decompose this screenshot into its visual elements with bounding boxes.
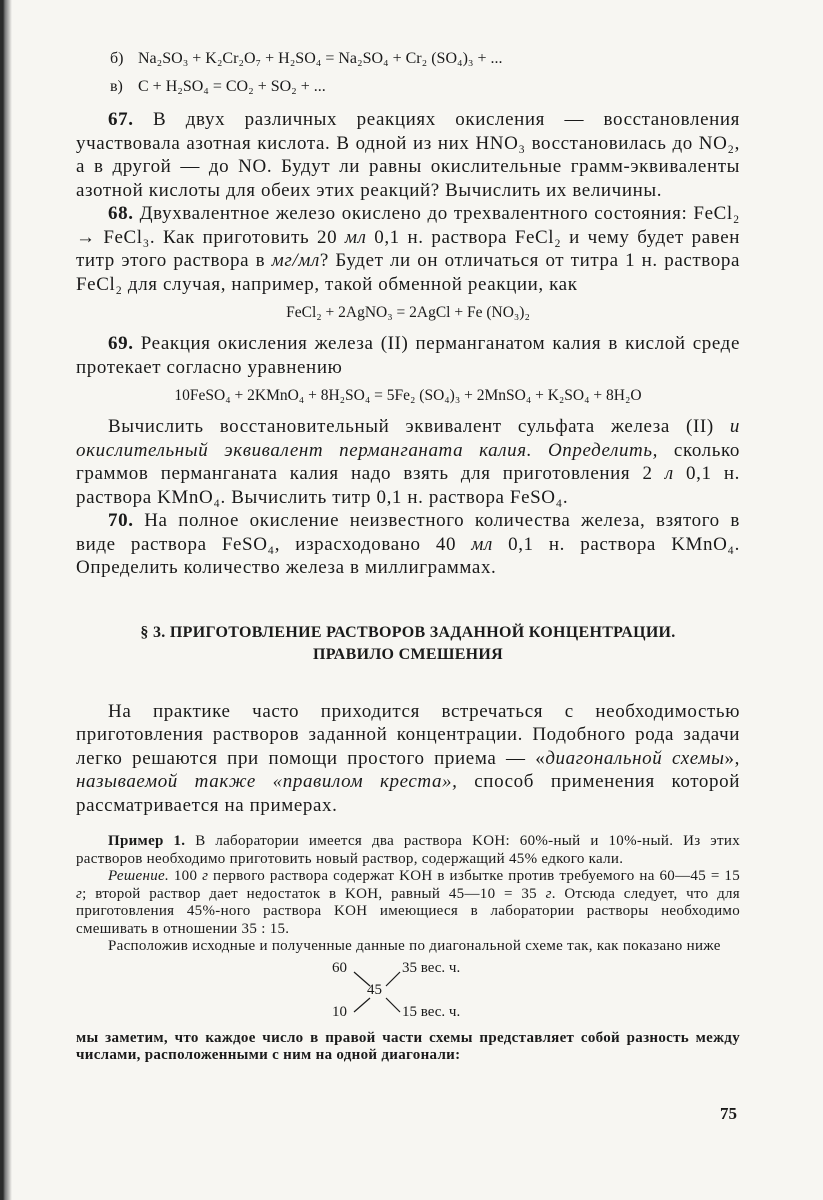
unit: мг/мл <box>271 250 320 271</box>
problem-text-italic: и окислительный эквивалент перманганата калия. Определить, <box>76 416 740 461</box>
problem-text: Реакция окисления железа (II) перманганатом калия в кислой среде протекает согласно уравнению <box>76 333 740 378</box>
problem-text: На полное окисление неизвестного количества железа, взятого в виде раствора FeSO₄, израсходовано 40 <box>76 510 740 555</box>
diagram-bottom-right: 15 вес. ч. <box>402 1003 461 1020</box>
solution-text: 100 <box>169 868 203 884</box>
example-1-conclusion: мы заметим, что каждое число в правой части схемы представляет собой разность между числами, расположенными с ним на одной диагонали: <box>76 1029 740 1063</box>
intro-text-italic: диагональной схемы <box>545 747 725 769</box>
unit: л <box>664 463 674 484</box>
page-number: 75 <box>720 1104 737 1123</box>
section-heading-line-2: ПРАВИЛО СМЕШЕНИЯ <box>312 645 504 663</box>
problem-69-continuation <box>76 415 740 509</box>
problem-text: В двух различных реакциях окисления — восстановления участвовала азотная кислота. В одной из них HNO₃ восстановилась до NO₂, а в другой — до NO. Будут ли равны окислительные грамм-эквиваленты азотной кислоты для обеих этих реакций? Вычислить их величины. <box>76 109 740 201</box>
intro-text: », <box>724 747 740 769</box>
equation-b <box>110 48 740 70</box>
page-content <box>76 48 740 1065</box>
problem-text: Вычислить восстановительный эквивалент сульфата железа (II) <box>108 416 730 437</box>
diagram-center: 45 <box>367 981 382 998</box>
equation-label: б) <box>110 50 124 67</box>
unit: мл <box>344 226 367 248</box>
section-heading <box>76 622 740 666</box>
unit: г <box>76 885 83 902</box>
book-spine-shadow <box>0 0 12 1200</box>
problem-text: 0,1 н. раствора KMnO₄. Определить количество железа в миллиграммах. <box>76 533 740 578</box>
example-1-solution <box>76 868 740 938</box>
problem-number: 67. <box>108 109 134 130</box>
solution-label: Решение. <box>108 868 170 884</box>
equation-68: FeCl₂ + 2AgNO₃ = 2AgCl + Fe (NO₃)₂ <box>286 304 530 321</box>
example-label: Пример 1. <box>108 833 186 849</box>
solution-text: первого раствора содержат KOH в избытке против требуемого на 60—45 = 15 <box>208 868 741 884</box>
problem-70 <box>76 509 740 580</box>
problem-text: сколько граммов перманганата калия надо взять для приготовления 2 <box>76 439 740 484</box>
unit: г <box>545 885 552 902</box>
problem-69 <box>76 332 740 379</box>
problem-number: 70. <box>108 510 134 531</box>
equation-label: в) <box>110 78 123 95</box>
example-1-arrange: Расположив исходные и полученные данные по диагональной схеме так, как показано ниже <box>108 938 721 954</box>
equation-69: 10FeSO₄ + 2KMnO₄ + 8H₂SO₄ = 5Fe₂ (SO₄)₃ + 2MnSO₄ + K₂SO₄ + 8H₂O <box>174 387 642 404</box>
intro-text: способ применения которой рассматривается на примерах. <box>76 771 740 816</box>
problem-number: 68. <box>108 203 134 224</box>
unit: г <box>202 868 209 884</box>
problem-text: 0,1 н. раствора KMnO₄. Вычислить титр 0,1 н. раствора FeSO₄. <box>76 463 740 508</box>
equation-text: Na₂SO₃ + K₂Cr₂O₇ + H₂SO₄ = Na₂SO₄ + Cr₂ (SO₄)₃ + ... <box>138 50 503 67</box>
section-heading-line-1: § 3. ПРИГОТОВЛЕНИЕ РАСТВОРОВ ЗАДАННОЙ КОНЦЕНТРАЦИИ. <box>140 623 676 641</box>
intro-text: На практике часто приходится встречаться с необходимостью приготовления растворов заданной концентрации. Подобного рода задачи легко решаются при помощи простого приема — « <box>76 700 740 769</box>
problem-68 <box>76 202 740 296</box>
example-text: В лаборатории имеется два раствора KOH: 60%-ный и 10%-ный. Из этих растворов необходимо приготовить новый раствор, содержащий 45% едкого кали. <box>76 833 740 867</box>
diagram-top-right: 35 вес. ч. <box>402 959 461 976</box>
diagram-top-left: 60 <box>332 959 347 976</box>
solution-text: ; второй раствор дает недостаток в KOH, равный 45—10 = 35 <box>82 885 546 902</box>
equation-text: C + H₂SO₄ = CO₂ + SO₂ + ... <box>138 78 326 95</box>
problem-text: Двухвалентное железо окислено до трехвалентного состояния: FeCl₂ → FeCl₃. Как приготовить 20 <box>76 203 740 248</box>
problem-67 <box>76 108 740 202</box>
equation-v <box>110 76 740 98</box>
problem-text: ? Будет ли он отличаться от титра 1 н. раствора FeCl₂ для случая, например, такой обменной реакции, как <box>76 250 740 295</box>
problem-text: 0,1 н. раствора FeCl₂ и чему будет равен титр этого раствора в <box>76 226 740 271</box>
problem-number: 69. <box>108 333 134 354</box>
intro-paragraph <box>76 700 740 818</box>
example-1 <box>76 833 740 868</box>
intro-text-italic: называемой также «правилом креста», <box>76 771 458 792</box>
solution-text: . Отсюда следует, что для приготовления 45%-ного раствора KOH имеющиеся в лаборатории растворы необходимо смешивать в отношении 35 : 15. <box>76 885 740 937</box>
unit: мл <box>471 533 493 555</box>
cross-rule-diagram <box>76 960 740 1024</box>
diagram-bottom-left: 10 <box>332 1003 347 1020</box>
